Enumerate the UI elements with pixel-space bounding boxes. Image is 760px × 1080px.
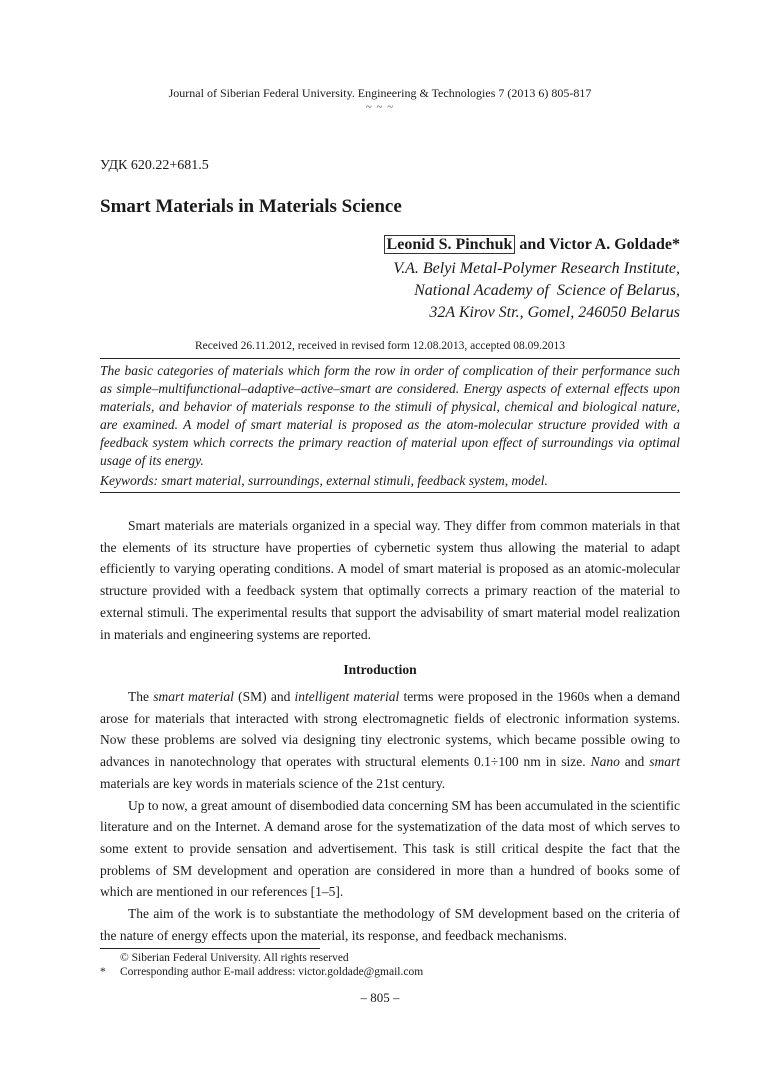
intro-paragraph-3: The aim of the work is to substantiate the methodology of SM development based on the criteria of the nature of energy effects upon the material, its response, and feedback mechanisms.	[100, 906, 680, 943]
affiliation-line: National Academy of Science of Belarus,	[414, 282, 680, 299]
footnote-corresponding-author: Corresponding author E-mail address: victor.goldade@gmail.com	[120, 966, 424, 978]
abstract: The basic categories of materials which form the row in order of complication of their performance such as simple–multifunctional–adaptive–active–smart are considered. Energy aspects of external effects upon materials, and behavior of materials response to the stimuli of physical, chemical and biological nature, are examined. A model of smart material is proposed as the atom-molecular structure provided with a feedback system which corrects the primary reaction of material upon effect of surroundings via optimal usage of its energy.	[100, 363, 680, 468]
summary-text	[100, 515, 680, 645]
introduction-text	[100, 686, 680, 946]
author-link-pinchuk[interactable]: Leonid S. Pinchuk	[384, 235, 516, 254]
journal-header: Journal of Siberian Federal University. Engineering & Technologies 7 (2013 6) 805-817	[168, 86, 592, 100]
footnote-rule	[100, 948, 320, 949]
article-title: Smart Materials in Materials Science	[100, 196, 402, 217]
affiliation	[393, 258, 680, 324]
affiliation-line: V.A. Belyi Metal-Polymer Research Institute,	[393, 260, 680, 277]
authors	[384, 236, 680, 254]
authors-connector: and	[515, 236, 549, 253]
abstract-top-rule	[100, 358, 680, 359]
received-dates: Received 26.11.2012, received in revised form 12.08.2013, accepted 08.09.2013	[194, 340, 566, 352]
footnote-copyright: © Siberian Federal University. All rights reserved	[120, 952, 349, 964]
affiliation-line: 32A Kirov Str., Gomel, 246050 Belarus	[429, 304, 680, 321]
header-separator: ~ ~ ~	[365, 101, 395, 113]
section-heading-introduction: Introduction	[343, 662, 417, 677]
intro-paragraph-1: The smart material (SM) and intelligent material terms were proposed in the 1960s when a demand arose for materials that interacted with strong electromagnetic fields of electronic information systems. Now these problems are solved via designing tiny electronic systems, which became possible owing to advances in nanotechnology that operates with structural elements 0.1÷100 nm in size. Nano and smart materials are key words in materials science of the 21st century.	[100, 689, 681, 791]
author-goldade: Victor A. Goldade*	[548, 236, 680, 253]
summary-paragraph: Smart materials are materials organized in a special way. They differ from common materials in that the elements of its structure have properties of cybernetic system thus allowing the material to adapt efficiently to varying operating conditions. A model of smart material is proposed as an atomic-molecular structure provided with a feedback system that optimally corrects a primary reaction of the material to external stimuli. The experimental results that support the advisability of smart material model realization in materials and engineering systems are reported.	[100, 518, 680, 642]
intro-paragraph-2: Up to now, a great amount of disembodied data concerning SM has been accumulated in the scientific literature and on the Internet. A demand arose for the systematization of the data most of which serves to some extent to provide sensation and advertisement. This task is still critical despite the fact that the problems of SM development and operation are considered in more than a hundred of books some of which are mentioned in our references [1–5].	[100, 797, 680, 900]
udk-code: УДК 620.22+681.5	[100, 158, 209, 173]
footnote-asterisk: *	[100, 966, 106, 978]
abstract-bottom-rule	[100, 492, 680, 493]
page-number: – 805 –	[360, 990, 400, 1005]
keywords: Keywords: smart material, surroundings, external stimuli, feedback system, model.	[100, 473, 548, 488]
